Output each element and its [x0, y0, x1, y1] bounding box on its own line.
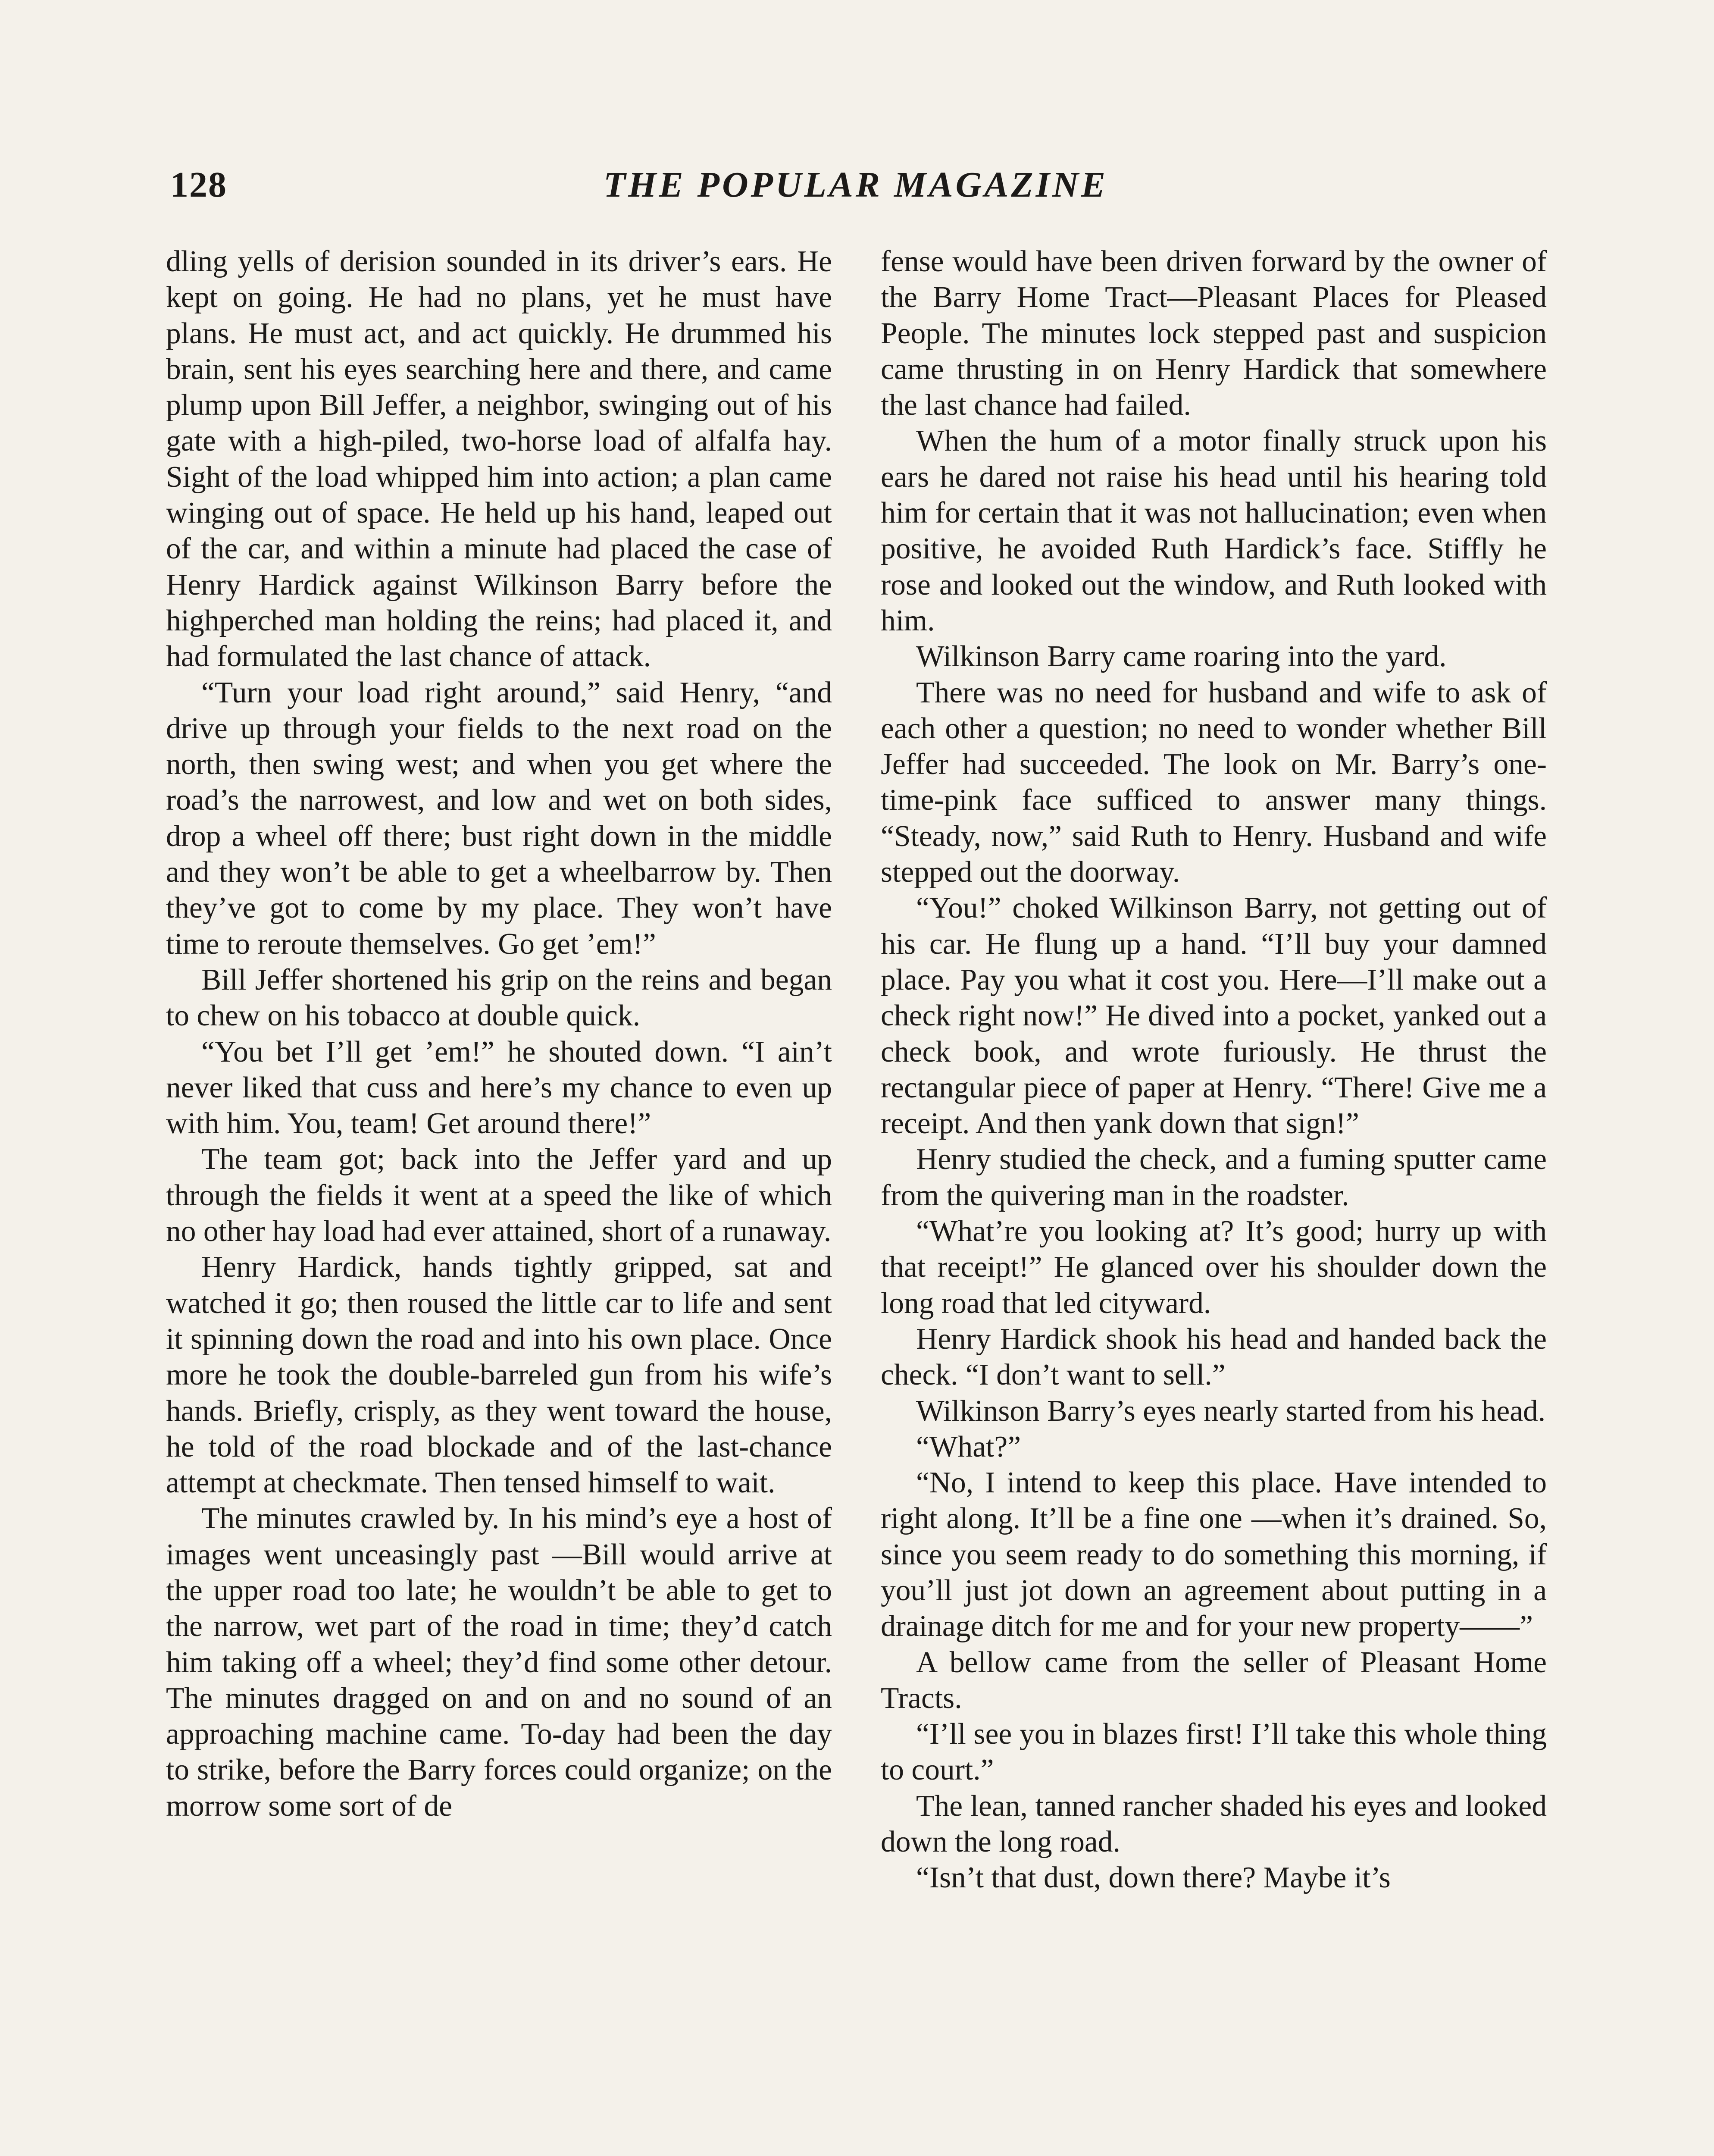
paragraph: The team got; back into the Jeffer yard and up through the fields it went at a speed the like of which no other hay load had ever attained, short of a runaway. — [166, 1143, 832, 1248]
paragraph: The minutes crawled by. In his mind’s eye a host of images went unceasingly past —Bill would arrive at the upper road too late; he wouldn’t be able to get to the narrow, wet part of the road in time; they’d catch him taking off a wheel; they’d find some other detour. The minutes dragged on and on and no sound of an approaching machine came. To-day had been the day to strike, before the Barry forces could organize; on the morrow some sort of de — [166, 1502, 832, 1823]
paragraph: Henry Hardick, hands tightly gripped, sat and watched it go; then roused the little car to life and sent it spinning down the road and into his own place. Once more he took the double-barreled gun from his wife’s hands. Briefly, crisply, as they went toward the house, he told of the road blockade and of the last-chance attempt at checkmate. Then tensed himself to wait. — [166, 1250, 832, 1500]
paragraph: “You!” choked Wilkinson Barry, not getting out of his car. He flung up a hand. “I’ll buy your damned place. Pay you what it cost you. Here—I’ll make out a check right now!” He dived into a pocket, yanked out a check book, and wrote furiously. He thrust the rectangular piece of paper at Henry. “There! Give me a receipt. And then yank down that sign!” — [881, 891, 1547, 1141]
paragraph: “You bet I’ll get ’em!” he shouted down. “I ain’t never liked that cuss and here’s my chance to even up with him. You, team! Get around there!” — [166, 1035, 832, 1141]
paragraph: “What’re you looking at? It’s good; hurry up with that receipt!” He glanced over his shoulder down the long road that led cityward. — [881, 1215, 1547, 1320]
paragraph: Henry studied the check, and a fuming sputter came from the quivering man in the roadster. — [881, 1143, 1547, 1212]
page-number: 128 — [170, 165, 227, 205]
right-column — [881, 244, 1547, 1896]
paragraph: Wilkinson Barry came roaring into the yard. — [916, 640, 1447, 674]
paragraph: “I’ll see you in blazes first! I’ll take this whole thing to court.” — [881, 1717, 1547, 1787]
paragraph: A bellow came from the seller of Pleasant Home Tracts. — [881, 1645, 1547, 1715]
paragraph: There was no need for husband and wife to ask of each other a question; no need to wonder whether Bill Jeffer had succeeded. The look on Mr. Barry’s one-time-pink face sufficed to answer many things. “Steady, now,” said Ruth to Henry. Husband and wife stepped out the doorway. — [881, 676, 1547, 889]
paragraph: Henry Hardick shook his head and handed back the check. “I don’t want to sell.” — [881, 1322, 1547, 1392]
running-head: THE POPULAR MAGAZINE — [603, 165, 1108, 205]
paragraph: Wilkinson Barry’s eyes nearly started from his head. — [916, 1394, 1546, 1428]
paragraph: “Turn your load right around,” said Henry, “and drive up through your fields to the next road on the north, then swing west; and when you get where the road’s the narrowest, and low and wet on both sides, drop a wheel off there; bust right down in the middle and they won’t be able to get a wheelbarrow by. Then they’ve got to come by my place. They won’t have time to reroute themselves. Go get ’em!” — [166, 676, 832, 961]
paragraph: “Isn’t that dust, down there? Maybe it’s — [916, 1861, 1391, 1895]
paragraph: “No, I intend to keep this place. Have intended to right along. It’ll be a fine one —when it’s drained. So, since you seem ready to do something this morning, if you’ll just jot down an agreement about putting in a drainage ditch for me and for your new property——” — [881, 1466, 1547, 1643]
paragraph: dling yells of derision sounded in its driver’s ears. He kept on going. He had no plans, yet he must have plans. He must act, and act quickly. He drummed his brain, sent his eyes searching here and there, and came plump upon Bill Jeffer, a neighbor, swinging out of his gate with a high-piled, two-horse load of alfalfa hay. Sight of the load whipped him into action; a plan came winging out of space. He held up his hand, leaped out of the car, and within a minute had placed the case of Henry Hardick against Wilkinson Barry before the highperched man holding the reins; had placed it, and had formulated the last chance of attack. — [166, 245, 832, 674]
paragraph: fense would have been driven forward by the owner of the Barry Home Tract—Pleasant Places for Pleased People. The minutes lock stepped past and suspicion came thrusting in on Henry Hardick that somewhere the last chance had failed. — [881, 245, 1547, 422]
paragraph: Bill Jeffer shortened his grip on the reins and began to chew on his tobacco at double quick. — [166, 963, 832, 1033]
page-header — [170, 164, 1541, 216]
paragraph: “What?” — [916, 1430, 1021, 1463]
paragraph: The lean, tanned rancher shaded his eyes and looked down the long road. — [881, 1789, 1547, 1859]
paragraph: When the hum of a motor finally struck upon his ears he dared not raise his head until his hearing told him for certain that it was not hallucination; even when positive, he avoided Ruth Hardick’s face. Stiffly he rose and looked out the window, and Ruth looked with him. — [881, 424, 1547, 637]
left-column — [166, 244, 832, 1824]
